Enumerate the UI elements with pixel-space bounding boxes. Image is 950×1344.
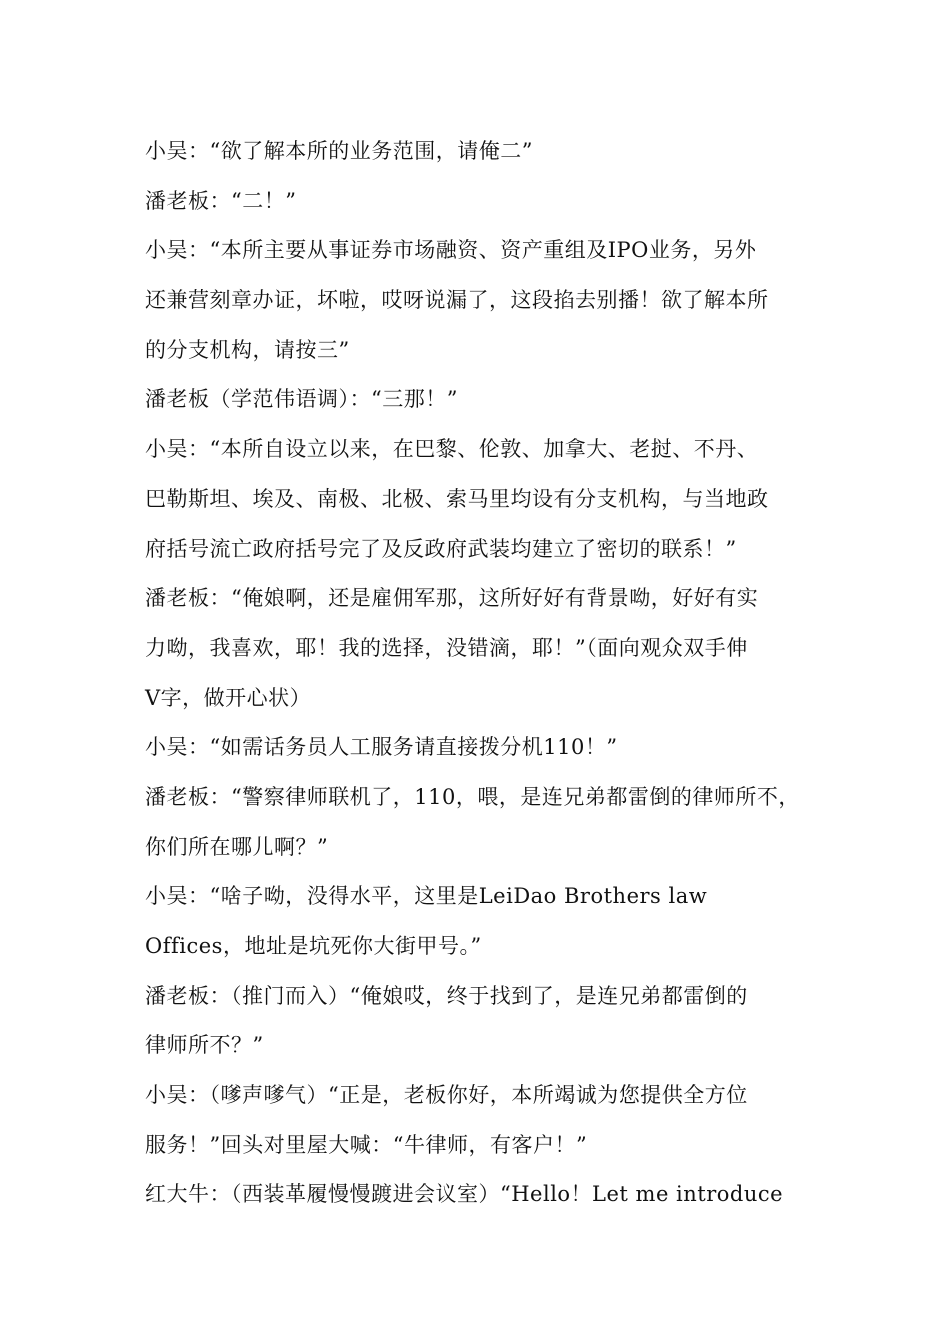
text-line: 小吴：“啥子呦，没得水平，这里是LeiDao Brothers law bbox=[145, 884, 708, 909]
text-line: 小吴：（嗲声嗲气）“正是，老板你好，本所竭诚为您提供全方位 bbox=[145, 1083, 748, 1108]
text-line: V字，做开心状） bbox=[145, 685, 312, 710]
text-line: 律师所不？” bbox=[145, 1033, 264, 1058]
text-line: 潘老板：“俺娘啊，还是雇佣军那，这所好好有背景呦，好好有实 bbox=[145, 586, 759, 611]
text-line: 小吴：“欲了解本所的业务范围，请俺二” bbox=[145, 139, 533, 163]
text-line: 小吴：“如需话务员人工服务请直接拨分机110！” bbox=[145, 735, 618, 760]
text-line: 你们所在哪儿啊？” bbox=[145, 834, 329, 859]
text-line: 潘老板（学范伟语调）：“三那！” bbox=[145, 387, 458, 412]
text-line: 府括号流亡政府括号完了及反政府武装均建立了密切的联系！” bbox=[145, 536, 737, 561]
text-line: 巴勒斯坦、埃及、南极、北极、索马里均设有分支机构，与当地政 bbox=[145, 486, 769, 511]
text-line: 潘老板：“警察律师联机了，110，喂，是连兄弟都雷倒的律师所不， bbox=[145, 784, 800, 809]
text-line: 潘老板：（推门而入）“俺娘哎，终于找到了，是连兄弟都雷倒的 bbox=[145, 983, 748, 1008]
text-line: 潘老板：“二！” bbox=[145, 188, 297, 213]
text-line: 红大牛：（西装革履慢慢踱进会议室）“Hello！Let me introduce bbox=[145, 1182, 784, 1207]
text-line: 服务！”回头对里屋大喊：“牛律师，有客户！” bbox=[145, 1132, 588, 1157]
text-line: 小吴：“本所自设立以来，在巴黎、伦敦、加拿大、老挝、不丹、 bbox=[145, 437, 759, 462]
text-line: 还兼营刻章办证，坏啦，哎呀说漏了，这段掐去别播！欲了解本所 bbox=[145, 288, 769, 313]
text-line: 力呦，我喜欢，耶！我的选择，没错滴，耶！”（面向观众双手伸 bbox=[145, 635, 748, 660]
text-line: Offices，地址是坑死你大街甲号。” bbox=[145, 934, 482, 958]
text-line: 的分支机构，请按三” bbox=[145, 337, 350, 362]
text-line: 小吴：“本所主要从事证券市场融资、资产重组及IPO业务，另外 bbox=[145, 238, 757, 263]
dialogue-text bbox=[145, 127, 845, 1220]
